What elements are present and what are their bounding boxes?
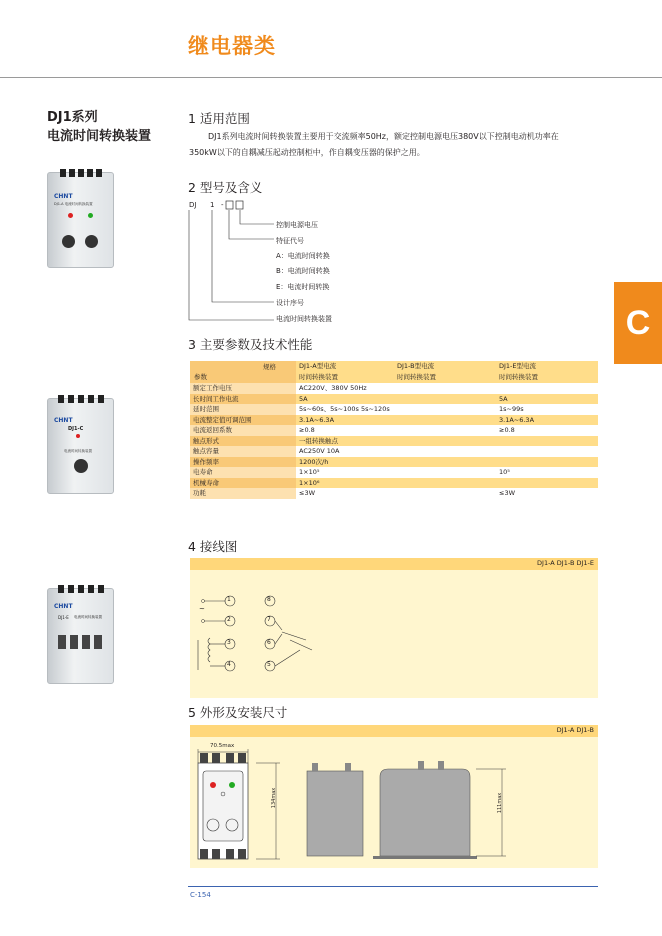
section-3-title: 3 主要参数及技术性能 xyxy=(188,337,313,352)
dim-height-1: 134max xyxy=(271,787,278,809)
section-4-title: 4 接线图 xyxy=(188,539,238,554)
footer-divider xyxy=(188,886,598,887)
ac-symbol: ~ xyxy=(199,605,205,613)
table-cell-e: ≤3W xyxy=(496,488,598,499)
table-cell-k: 额定工作电压 xyxy=(190,383,296,394)
table-cell-a: 一组转换触点 xyxy=(296,436,394,447)
code-dj: DJ xyxy=(189,201,197,209)
table-row xyxy=(190,394,598,405)
table-cell-e xyxy=(496,457,598,468)
table-cell-a: 1×10⁵ xyxy=(296,467,394,478)
wiring-models: DJ1-A DJ1-B DJ1-E xyxy=(537,559,594,567)
dim-height-2: 111max xyxy=(497,792,504,814)
dim-width: 70.5max xyxy=(210,743,235,749)
table-row xyxy=(190,446,598,457)
code-1: 1 xyxy=(210,201,215,209)
product-photo-b: CHNT DJ1-C 电流时间转换装置 xyxy=(47,398,114,494)
table-cell-b xyxy=(394,457,496,468)
table-cell-e: 10⁵ xyxy=(496,467,598,478)
table-cell-k: 机械寿命 xyxy=(190,478,296,489)
table-header-row: 规格 参数 DJ1-A型电流 时间转换装置 DJ1-B型电流 时间转换装置 DJ1-E型电流 时间转换装置 xyxy=(190,361,598,383)
table-row xyxy=(190,383,598,394)
code-dash: - xyxy=(221,201,224,209)
table-cell-a: ≥0.8 xyxy=(296,425,394,436)
chapter-tab: C xyxy=(614,282,662,364)
code-item-2: 特征代号 xyxy=(276,237,304,245)
table-cell-k: 延时范围 xyxy=(190,404,296,415)
product-photo-a: CHNT DJ1-A 电流时间转换装置 xyxy=(47,172,114,268)
section-2-title: 2 型号及含义 xyxy=(188,180,263,195)
table-cell-e: 3.1A~6.3A xyxy=(496,415,598,426)
dimension-drawings xyxy=(190,725,598,868)
table-cell-b xyxy=(394,404,496,415)
table-row xyxy=(190,467,598,478)
header-divider xyxy=(0,77,662,78)
params-table xyxy=(190,361,598,499)
table-cell-a: AC250V 10A xyxy=(296,446,394,457)
table-cell-k: 电流返回系数 xyxy=(190,425,296,436)
table-cell-e: ≥0.8 xyxy=(496,425,598,436)
table-cell-b xyxy=(394,446,496,457)
dimension-models: DJ1-A DJ1-B xyxy=(556,726,594,734)
indicator-red xyxy=(68,213,73,218)
table-cell-e: 1s~99s xyxy=(496,404,598,415)
model-code-diagram xyxy=(186,198,286,328)
table-cell-b xyxy=(394,425,496,436)
table-cell-b xyxy=(394,488,496,499)
table-cell-e xyxy=(496,436,598,447)
table-cell-e xyxy=(496,446,598,457)
section-5-title: 5 外形及安装尺寸 xyxy=(188,705,288,720)
section-1-line1: DJ1系列电流时间转换装置主要用于交流频率50Hz，额定控制电源电压380V以下控制电动机功率在 xyxy=(208,132,559,141)
table-row xyxy=(190,436,598,447)
product-title: 电流时间转换装置 xyxy=(47,129,152,144)
section-1-line2: 350kW以下的自耦减压起动控制柜中，作自耦变压器的保护之用。 xyxy=(189,148,425,157)
code-item-4: B：电流时间转换 xyxy=(276,267,330,275)
table-cell-b xyxy=(394,467,496,478)
indicator-green xyxy=(88,213,93,218)
knob xyxy=(74,459,88,473)
table-cell-k: 电寿命 xyxy=(190,467,296,478)
table-cell-k: 长时间工作电流 xyxy=(190,394,296,405)
table-row xyxy=(190,425,598,436)
section-1-title: 1 适用范围 xyxy=(188,111,250,126)
table-cell-b xyxy=(394,478,496,489)
table-cell-e: 5A xyxy=(496,394,598,405)
table-cell-a: AC220V、380V 50Hz xyxy=(296,383,394,394)
table-row xyxy=(190,415,598,426)
table-cell-e xyxy=(496,383,598,394)
table-cell-k: 触点容量 xyxy=(190,446,296,457)
table-row xyxy=(190,404,598,415)
product-name xyxy=(47,108,151,146)
knob-2 xyxy=(85,235,98,248)
table-cell-a: 5A xyxy=(296,394,394,405)
code-item-1: 控制电源电压 xyxy=(276,221,318,229)
table-cell-b xyxy=(394,436,496,447)
table-cell-b xyxy=(394,383,496,394)
table-cell-b xyxy=(394,394,496,405)
table-cell-b xyxy=(394,415,496,426)
table-cell-k: 触点形式 xyxy=(190,436,296,447)
table-cell-a: 1×10⁶ xyxy=(296,478,394,489)
table-cell-a: ≤3W xyxy=(296,488,394,499)
code-item-7: 电流时间转换装置 xyxy=(276,315,332,323)
table-row xyxy=(190,478,598,489)
table-cell-k: 电流整定值可调范围 xyxy=(190,415,296,426)
table-cell-k: 功耗 xyxy=(190,488,296,499)
dimension-panel xyxy=(190,725,598,868)
table-row xyxy=(190,457,598,468)
table-cell-a: 5s~60s、5s~100s 5s~120s xyxy=(296,404,394,415)
page-number: C-154 xyxy=(190,891,211,899)
table-cell-a: 3.1A~6.3A xyxy=(296,415,394,426)
product-series: DJ1系列 xyxy=(47,110,98,125)
code-item-6: 设计序号 xyxy=(276,299,304,307)
wiring-diagram xyxy=(190,558,330,698)
table-cell-e xyxy=(496,478,598,489)
code-item-5: E：电流时间转换 xyxy=(276,283,330,291)
table-cell-k: 操作频率 xyxy=(190,457,296,468)
brand-logo: CHNT xyxy=(54,193,73,200)
wiring-panel: DJ1-A DJ1-B DJ1-E ~ 1 2 3 4 5 6 7 8 xyxy=(190,558,598,698)
page-title: 继电器类 xyxy=(188,34,276,58)
code-item-3: A：电流时间转换 xyxy=(276,252,330,260)
table-cell-a: 1200次/h xyxy=(296,457,394,468)
table-row xyxy=(190,488,598,499)
product-photo-c: CHNT DJ1-E 电流时间转换装置 xyxy=(47,588,114,684)
knob-1 xyxy=(62,235,75,248)
